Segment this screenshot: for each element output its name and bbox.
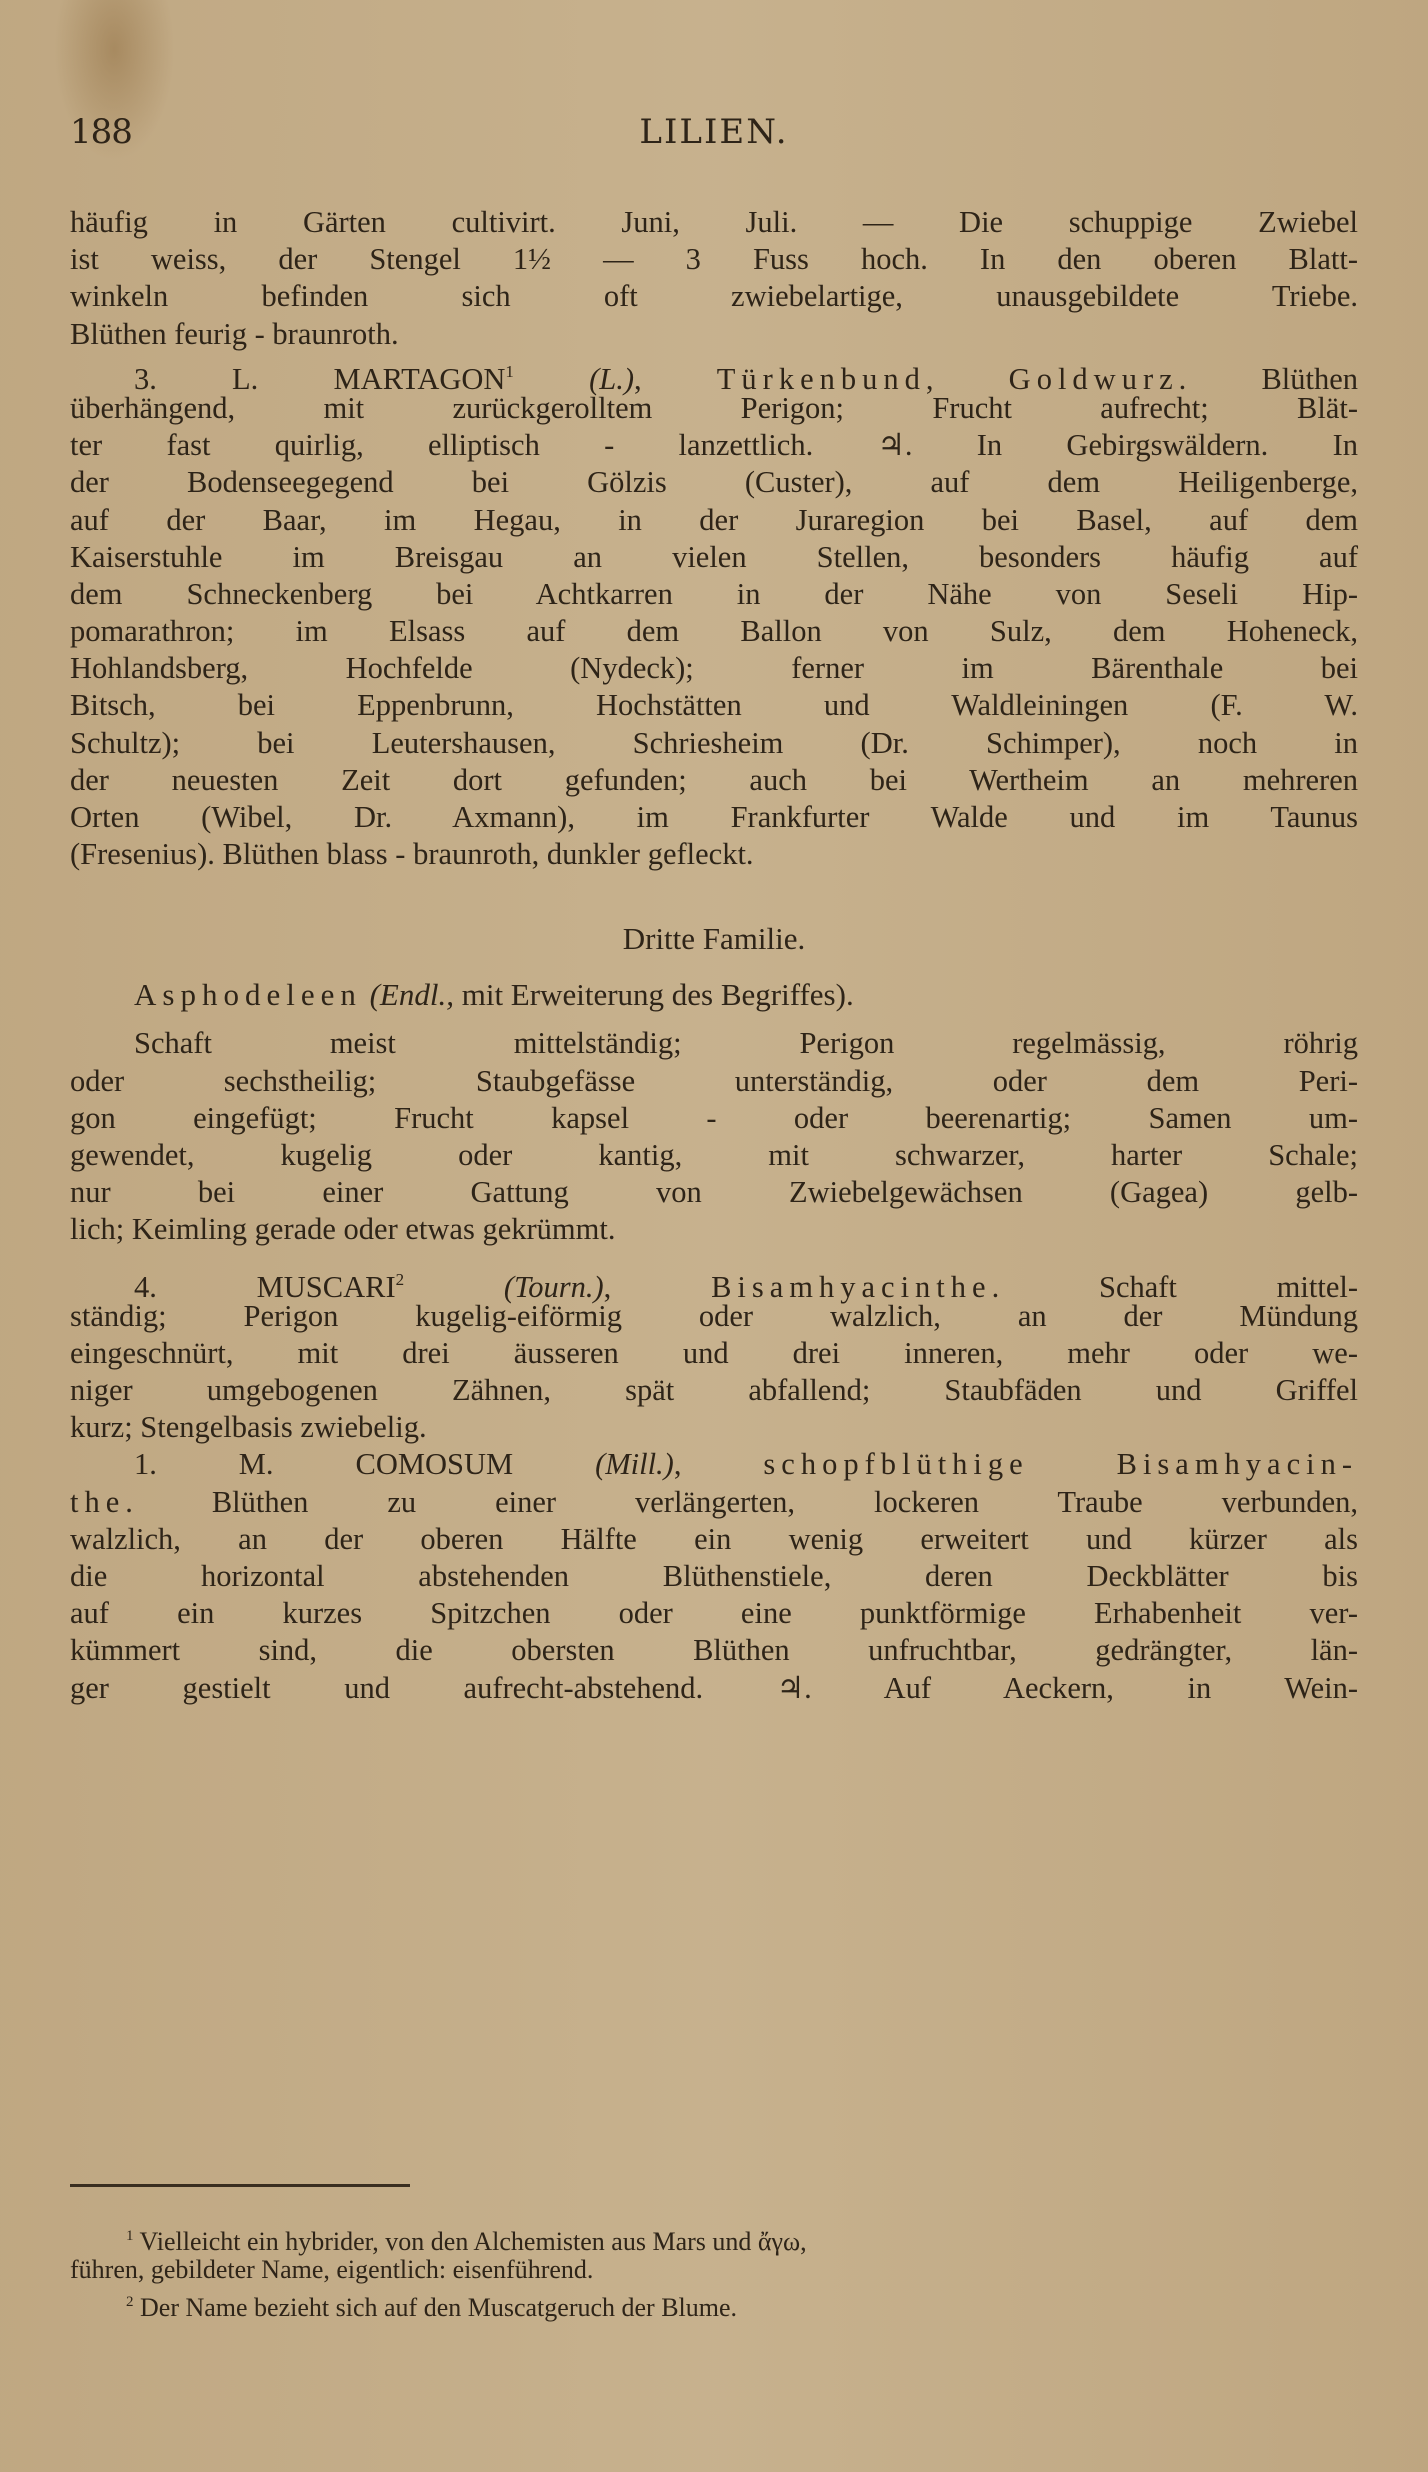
text-line: überhängend, mit zurückgerolltem Perigon; Frucht aufrecht; Blät- xyxy=(70,390,1358,425)
species-number: 3. L. xyxy=(134,361,259,396)
common-name: schopfblüthige Bisamhyacin- xyxy=(763,1447,1359,1482)
text-line: der neuesten Zeit dort gefunden; auch bei Wertheim an mehreren xyxy=(70,762,1358,797)
family-name-line xyxy=(70,965,1358,1025)
text-line: eingeschnürt, mit drei äusseren und drei inneren, mehr oder we- xyxy=(70,1335,1358,1370)
text-line: Kaiserstuhle im Breisgau an vielen Stellen, besonders häufig auf xyxy=(70,539,1358,574)
page-number: 188 xyxy=(70,112,132,152)
text-line: häufig in Gärten cultivirt. Juni, Juli. — Die schuppige Zwiebel xyxy=(70,205,1358,239)
text-line: niger umgebogenen Zähnen, spät abfallend; Staubfäden und Griffel xyxy=(70,1373,1358,1408)
text-line: (Fresenius). Blüthen blass - braunroth, dunkler gefleckt. xyxy=(70,837,754,872)
text-line: Orten (Wibel, Dr. Axmann), im Frankfurter Walde und im Taunus xyxy=(70,800,1358,834)
text-line: kurz; Stengelbasis zwiebelig. xyxy=(70,1410,427,1445)
footnote-marker: 1 xyxy=(126,2228,134,2244)
species-title-line: 1. M. COMOSUM (Mill.), schopfblüthige Bisamhyacin- xyxy=(134,1447,1359,1482)
text-line: auf der Baar, im Hegau, in der Juraregion bei Basel, auf dem xyxy=(70,502,1358,537)
text-fragment: . Blüthen zu einer verlängerten, lockeren Traube verbunden, xyxy=(125,1484,1358,1519)
text-line: walzlich, an der oberen Hälfte ein wenig erweitert und kürzer als xyxy=(70,1521,1358,1556)
paragraph-continuation xyxy=(70,204,1358,353)
species-title-line: 3. L. MARTAGON$^1$ (L.), Türkenbund, Goldwurz. Blüthen xyxy=(134,361,1359,396)
common-name: Goldwurz xyxy=(1008,361,1179,396)
family-heading: Dritte Familie. xyxy=(622,921,806,957)
text-line: lich; Keimling gerade oder etwas gekrümmt. xyxy=(70,1212,616,1247)
footnote-rule xyxy=(70,2184,410,2187)
footnote-text: Vielleicht ein hybrider, von den Alchemisten aus Mars und ἄγω, xyxy=(139,2227,807,2256)
text-line: ger gestielt und aufrecht-abstehend. ♃. Auf Aeckern, in Wein- xyxy=(70,1670,1358,1705)
genus-entry-muscari xyxy=(70,1261,1358,1447)
page-body xyxy=(70,204,1358,1707)
text-line: auf ein kurzes Spitzchen oder eine punktförmige Erhabenheit ver- xyxy=(70,1596,1358,1631)
text-line: gon eingefügt; Frucht kapsel - oder beerenartig; Samen um- xyxy=(70,1100,1358,1135)
text-line xyxy=(70,1484,1358,1521)
species-name: MARTAGON xyxy=(333,361,506,396)
text-line: dem Schneckenberg bei Achtkarren in der Nähe von Seseli Hip- xyxy=(70,576,1358,611)
species-author: (L.) xyxy=(589,361,634,396)
footnote-1-continued: führen, gebildeter Name, eigentlich: eisenführend. xyxy=(70,2255,594,2284)
genus-name: MUSCARI xyxy=(256,1269,396,1304)
text-line: Hohlandsberg, Hochfelde (Nydeck); ferner im Bärenthale bei xyxy=(70,651,1358,686)
species-entry-comosum xyxy=(70,1446,1358,1706)
text-line: Schaft meist mittelständig; Perigon regelmässig, röhrig xyxy=(134,1026,1358,1061)
text-line: Bitsch, bei Eppenbrunn, Hochstätten und Waldleiningen (F. W. xyxy=(70,688,1358,723)
text-fragment: . Blüthen xyxy=(1178,361,1359,396)
text-line: oder sechstheilig; Staubgefässe unterständig, oder dem Peri- xyxy=(70,1063,1358,1098)
text-line: winkeln befinden sich oft zwiebelartige, unausgebildete Triebe. xyxy=(70,279,1358,314)
footnote-marker: 2 xyxy=(126,2294,134,2310)
text-line: ständig; Perigon kugelig-eiförmig oder walzlich, an der Mündung xyxy=(70,1298,1358,1333)
paragraph-gap xyxy=(70,1249,1358,1261)
species-number: 1. M. xyxy=(134,1447,274,1482)
species-name: COMOSUM xyxy=(355,1447,514,1482)
text-line: ter fast quirlig, elliptisch - lanzettlich. ♃. In Gebirgswäldern. In xyxy=(70,428,1358,463)
footnote-1 xyxy=(70,2220,1358,2256)
text-line: kümmert sind, die obersten Blüthen unfruchtbar, gedrängter, län- xyxy=(70,1633,1358,1668)
footnote-text: Der Name bezieht sich auf den Muscatgeruch der Blume. xyxy=(140,2293,738,2322)
common-name: Türkenbund xyxy=(716,361,926,396)
family-name: Asphodeleen xyxy=(134,977,362,1013)
text-line: gewendet, kugelig oder kantig, mit schwarzer, harter Schale; xyxy=(70,1137,1358,1172)
family-name-note: mit Erweiterung des Begriffes). xyxy=(461,977,854,1013)
common-name: Bisamhyacinthe xyxy=(711,1269,992,1304)
species-entry-martagon xyxy=(70,353,1358,874)
running-title: LILIEN. xyxy=(639,112,789,152)
footnote-2 xyxy=(70,2286,1358,2322)
text-fragment: . Schaft mittel- xyxy=(991,1269,1358,1304)
genus-author: (Tourn.) xyxy=(503,1269,604,1304)
species-author: (Mill.) xyxy=(595,1447,674,1482)
text-line: ist weiss, der Stengel 1½ — 3 Fuss hoch. In den oberen Blatt- xyxy=(70,242,1358,277)
text-line: die horizontal abstehenden Blüthenstiele, deren Deckblätter bis xyxy=(70,1559,1358,1593)
text-line: nur bei einer Gattung von Zwiebelgewächsen (Gagea) gelb- xyxy=(70,1175,1358,1210)
page-header xyxy=(70,112,1358,152)
footnotes xyxy=(70,2220,1358,2322)
family-description xyxy=(70,1025,1358,1248)
footnote-reference[interactable]: 1 xyxy=(505,361,514,381)
family-author: (Endl., xyxy=(369,977,454,1013)
genus-number: 4. xyxy=(134,1269,157,1304)
section-gap xyxy=(70,873,1358,913)
text-line: Blüthen feurig - braunroth. xyxy=(70,316,399,351)
text-line: pomarathron; im Elsass auf dem Ballon von Sulz, dem Hoheneck, xyxy=(70,614,1358,649)
footnote-reference[interactable]: 2 xyxy=(395,1269,405,1289)
text-line: der Bodenseegegend bei Gölzis (Custer), auf dem Heiligenberge, xyxy=(70,465,1358,500)
common-name-continued: the xyxy=(70,1484,126,1519)
text-line: Schultz); bei Leutershausen, Schriesheim (Dr. Schimper), noch in xyxy=(70,725,1358,760)
genus-title-line: 4. MUSCARI$^2$ (Tourn.), Bisamhyacinthe. Schaft mittel- xyxy=(134,1269,1358,1304)
